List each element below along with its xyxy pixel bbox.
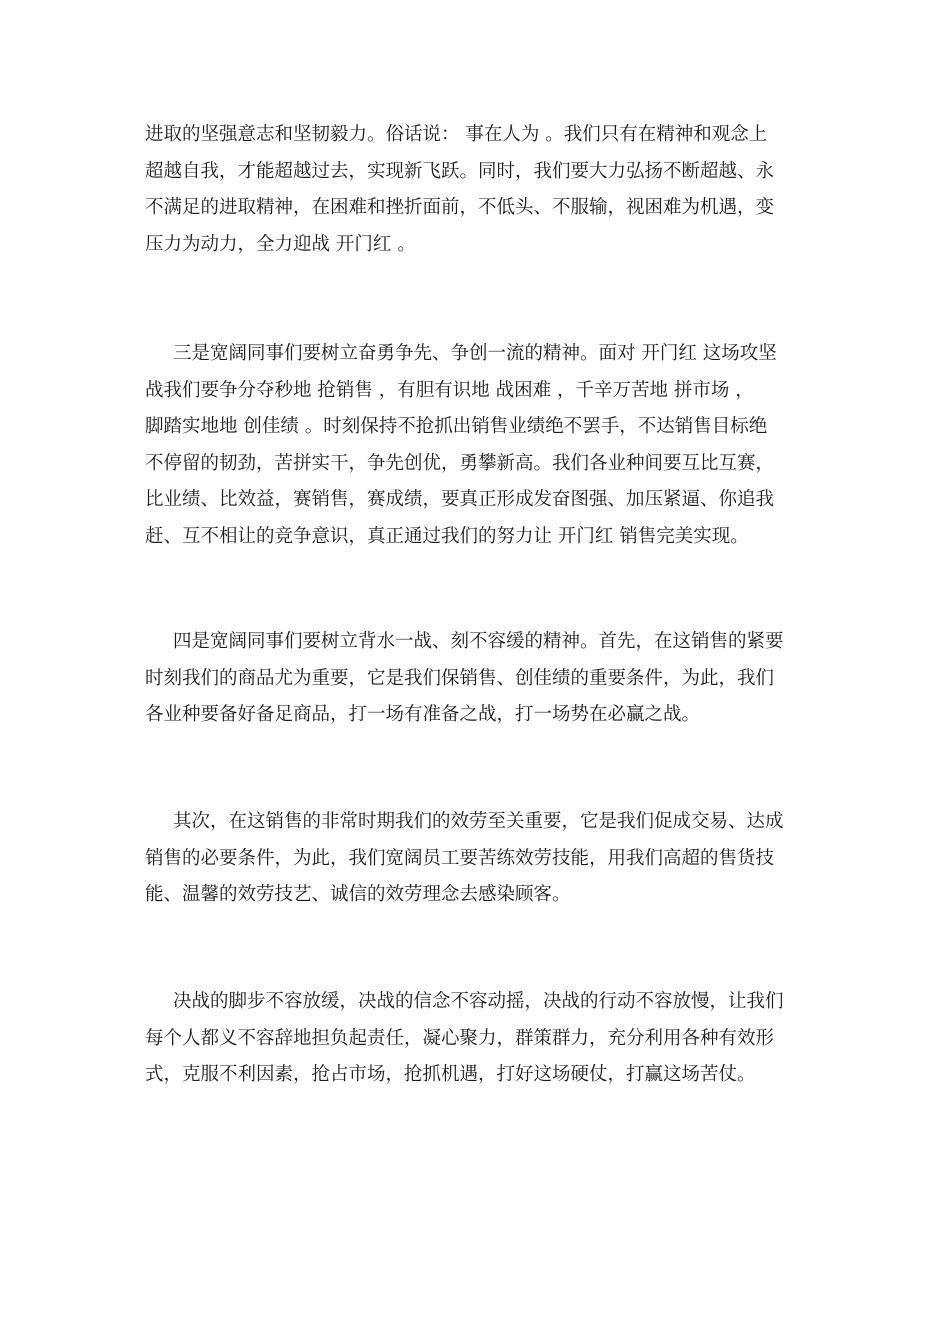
text-line: 式，克服不利因素，抢占市场，抢抓机遇，打好这场硬仗，打赢这场苦仗。 — [145, 1064, 756, 1085]
text-line: 不满足的进取精神，在困难和挫折面前，不低头、不服输，视困难为机遇，变 — [145, 197, 775, 218]
text-line: 其次，在这销售的非常时期我们的效劳至关重要，它是我们促成交易、达成 — [173, 811, 784, 832]
text-line: 压力为动力，全力迎战 开门红 。 — [145, 233, 416, 255]
text-line: 比业绩、比效益，赛销售，赛成绩，要真正形成发奋图强、加压紧逼、你追我 — [145, 489, 775, 510]
text-line: 脚踏实地地 创佳绩 。时刻保持不抢抓出销售业绩绝不罢手，不达销售目标绝 — [145, 416, 768, 437]
text-line: 进取的坚强意志和坚韧毅力。俗话说： 事在人为 。我们只有在精神和观念上 — [145, 124, 768, 145]
text-line: 时刻我们的商品尤为重要，它是我们保销售、创佳绩的重要条件，为此，我们 — [145, 667, 775, 689]
text-line: 战我们要争分夺秒地 抢销售 ，有胆有识地 战困难 ，千辛万苦地 拼市场 ， — [145, 379, 754, 401]
text-line: 能、温馨的效劳技艺、诚信的效劳理念去感染顾客。 — [145, 884, 571, 905]
text-line: 每个人都义不容辞地担负起责任，凝心聚力，群策群力，充分利用各种有效形 — [145, 1027, 775, 1049]
text-line: 超越自我，才能超越过去，实现新飞跃。同时，我们要大力弘扬不断超越、永 — [145, 160, 775, 182]
paragraph-third-point — [145, 336, 805, 555]
text-line: 三是宽阔同事们要树立奋勇争先、争创一流的精神。面对 开门红 这场攻坚 — [173, 343, 777, 364]
paragraph-continuation — [145, 117, 805, 263]
text-line: 决战的脚步不容放缓，决战的信念不容动摇，决战的行动不容放慢，让我们 — [173, 991, 784, 1012]
text-line: 销售的必要条件，为此，我们宽阔员工要苦练效劳技能，用我们高超的售货技 — [145, 847, 775, 869]
paragraph-fourth-point — [145, 624, 805, 734]
text-line: 不停留的韧劲，苦拼实干，争先创优，勇攀新高。我们各业种间要互比互赛， — [145, 452, 775, 474]
paragraph-conclusion — [145, 984, 805, 1094]
text-line: 赶、互不相让的竞争意识，真正通过我们的努力让 开门红 销售完美实现。 — [145, 525, 749, 547]
text-line: 各业种要备好备足商品，打一场有准备之战，打一场势在必赢之战。 — [145, 704, 701, 725]
paragraph-secondly — [145, 804, 805, 914]
text-line: 四是宽阔同事们要树立背水一战、刻不容缓的精神。首先，在这销售的紧要 — [173, 631, 784, 652]
